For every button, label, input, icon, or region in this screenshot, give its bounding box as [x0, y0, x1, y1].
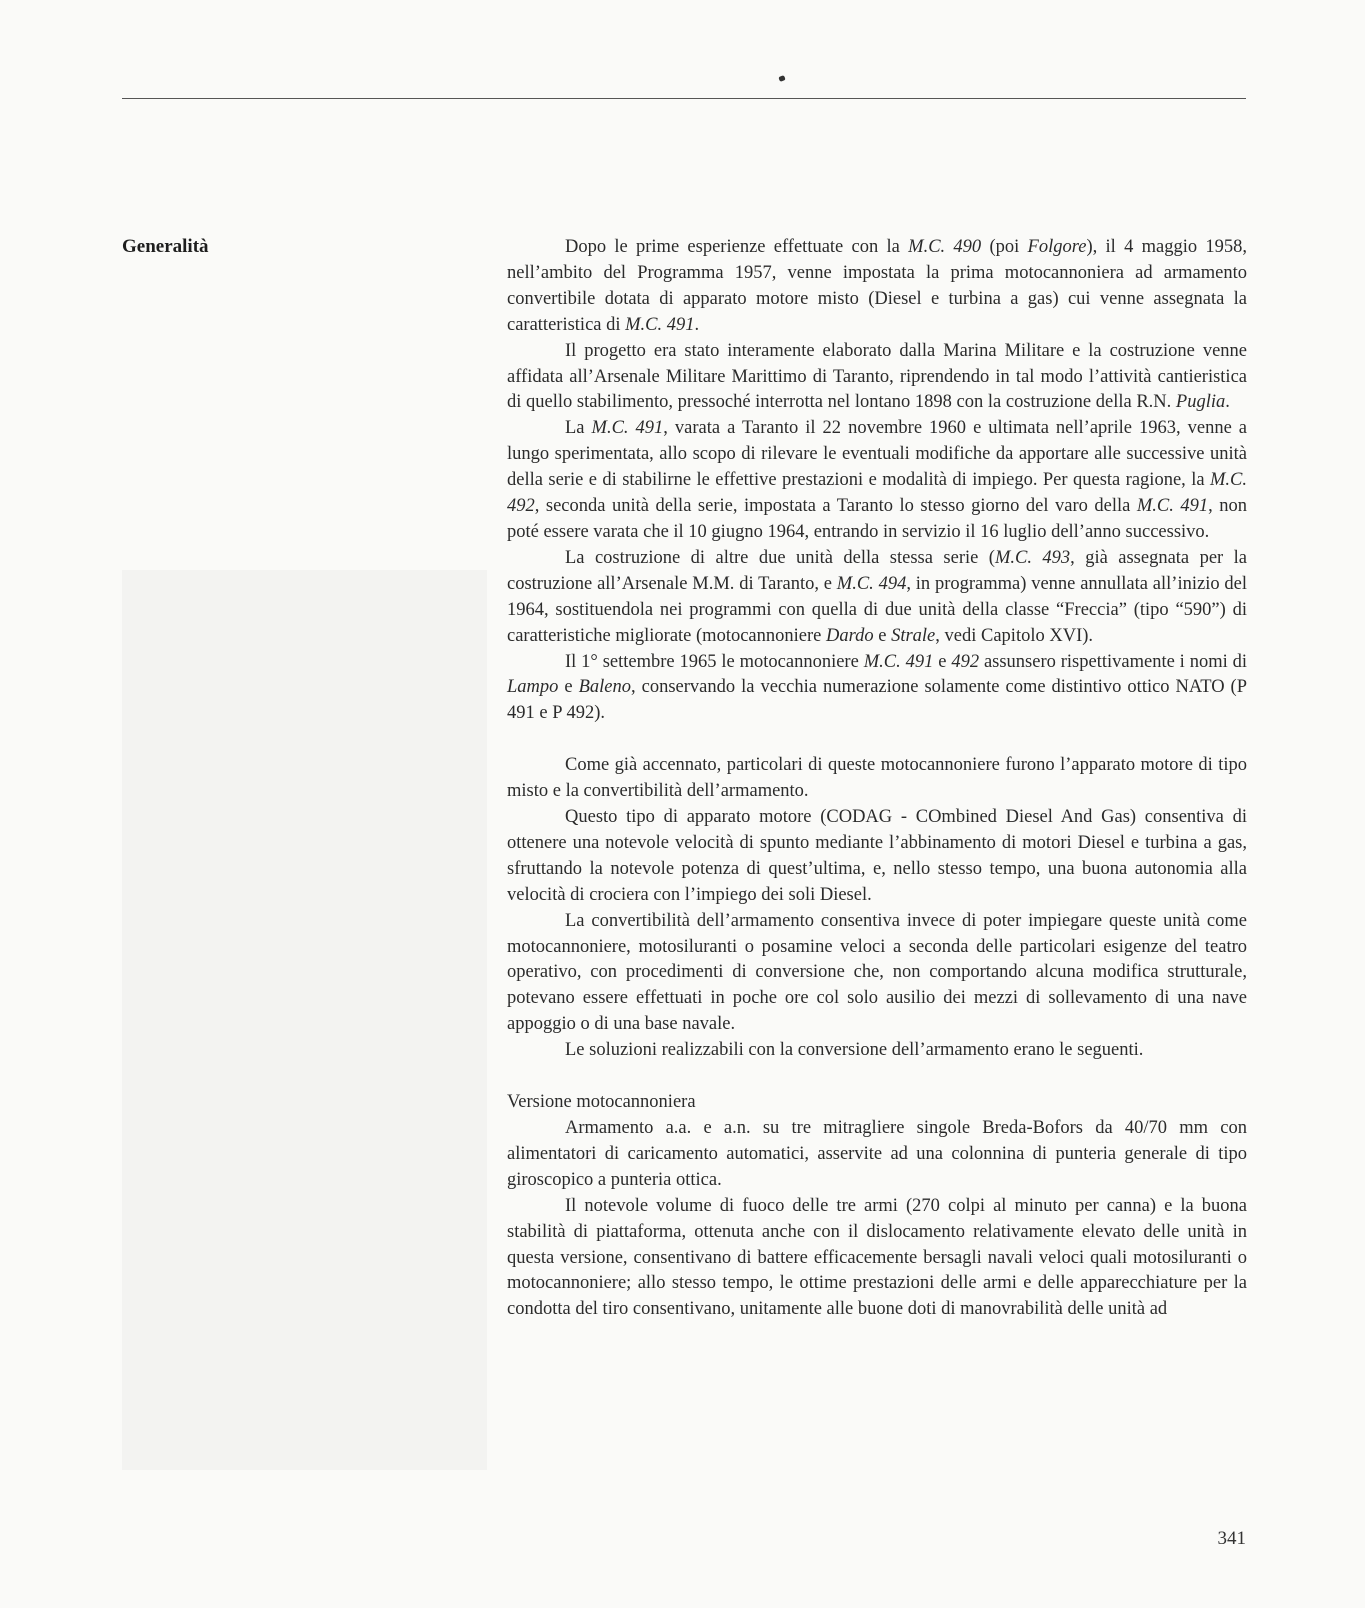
text-run: e [873, 625, 892, 646]
italic-term: M.C. 491 [863, 651, 934, 672]
italic-term: Baleno [578, 677, 632, 698]
text-run: , già assegnata per la costruzione all’Arsenale M.M. di Taranto, e [507, 547, 1248, 594]
body-text [507, 235, 1247, 1323]
ink-mark [778, 75, 785, 82]
text-run: . [694, 314, 700, 335]
paragraph [507, 416, 1247, 546]
text-run: (poi [981, 237, 1028, 257]
italic-term: M.C. 491 [591, 418, 664, 439]
text-run: La costruzione di altre due unità della stessa serie ( [565, 547, 995, 568]
text-run: , non poté essere varata che il 10 giugno 1964, entrando in servizio il 16 luglio dell’anno successivo. [507, 496, 1248, 542]
paragraph-gap [507, 727, 1247, 753]
text-run: Come già accennato, particolari di queste motocannoniere furono l’apparato motore di tipo misto e la convertibilità dell’armamento. [507, 755, 1247, 802]
paragraph [507, 650, 1247, 728]
paragraph [507, 1116, 1247, 1194]
paragraph [507, 546, 1247, 650]
paragraph [507, 805, 1247, 909]
text-run: Il 1° settembre 1965 le motocannoniere [565, 651, 864, 672]
text-run: e [558, 677, 579, 698]
page-number: 341 [1217, 1528, 1246, 1549]
italic-term: M.C. 491 [1136, 496, 1209, 517]
italic-term: Puglia [1175, 392, 1226, 413]
text-run: , conservando la vecchia numerazione solamente come distintivo ottico NATO (P 491 e P 492). [507, 677, 1247, 724]
italic-term: M.C. 490 [908, 237, 982, 257]
header-rule [122, 98, 1246, 99]
subheading: Versione motocannoniera [507, 1092, 696, 1113]
text-run: La [565, 418, 592, 439]
text-run: La convertibilità dell’armamento consentiva invece di poter impiegare queste unità come motocannoniere, motosiluranti o posamine veloci a seconda delle particolari esigenze del teatro operativo, con procedimenti di conversione che, non comportando alcuna modifica strutturale, potevano essere effettuati in poche ore col solo ausilio dei mezzi di sollevamento di una nave appoggio o di una base navale. [507, 910, 1247, 1035]
italic-term: M.C. 494 [836, 573, 907, 594]
section-title: Generalità [122, 236, 209, 257]
text-run: . [1225, 392, 1230, 413]
italic-term: Lampo [507, 677, 559, 698]
italic-term: Folgore [1027, 237, 1087, 257]
italic-term: M.C. 493 [994, 547, 1071, 568]
text-run: ), il 4 maggio 1958, nell’ambito del Programma 1957, venne impostata la prima motocannoniera ad armamento convertibile dotata di apparato motore misto (Diesel e turbina a gas) cui venne assegnata la caratteristica di [507, 237, 1247, 335]
text-run: Dopo le prime esperienze effettuate con la [565, 237, 909, 257]
paragraph-gap [507, 1064, 1247, 1090]
italic-term: M.C. 492 [507, 470, 1247, 517]
text-run: Questo tipo di apparato motore (CODAG - COmbined Diesel And Gas) consentiva di ottenere una notevole velocità di spunto mediante l’abbinamento di motori Diesel e turbina a gas, sfruttando la notevole potenza di quest’ultima, e, nello stesso tempo, una buona autonomia alla velocità di crociera con l’impiego dei soli Diesel. [507, 807, 1247, 905]
text-run: , varata a Taranto il 22 novembre 1960 e ultimata nell’aprile 1963, venne a lungo sperimentata, allo scopo di rilevare le eventuali modifiche da apportare alle successive unità della serie e di stabilirne le effettive prestazioni e modalità di impiego. Per questa ragione, la [507, 418, 1247, 491]
italic-term: 492 [951, 651, 980, 672]
margin-shade [122, 570, 487, 1470]
italic-term: M.C. 491 [625, 314, 695, 335]
text-run: assunsero rispettivamente i nomi di [979, 651, 1248, 672]
text-run: e [933, 651, 952, 672]
paragraph [507, 1194, 1247, 1324]
text-run: , in programma) venne annullata all’inizio del 1964, sostituendola nei programmi con quella di due unità della classe “Freccia” (tipo “590”) di caratteristiche migliorate (motocannoniere [507, 573, 1247, 646]
text-run: Armamento a.a. e a.n. su tre mitragliere singole Breda-Bofors da 40/70 mm con alimentatori di caricamento automatici, asservite ad una colonnina di punteria generale di tipo giroscopico a punteria ottica. [507, 1118, 1247, 1190]
italic-term: Dardo [825, 625, 874, 646]
paragraph [507, 339, 1247, 417]
paragraph [507, 753, 1247, 805]
italic-term: Strale [891, 625, 936, 646]
paragraph [507, 235, 1247, 339]
text-run: Le soluzioni realizzabili con la conversione dell’armamento erano le seguenti. [565, 1040, 1144, 1061]
text-run: Il notevole volume di fuoco delle tre armi (270 colpi al minuto per canna) e la buona stabilità di piattaforma, ottenuta anche con il dislocamento relativamente elevato delle unità in questa versione, consentivano di battere efficacemente bersagli navali veloci quali motosiluranti o motocannoniere; allo stesso tempo, le ottime prestazioni delle armi e delle apparecchiature per la condotta del tiro consentivano, unitamente alle buone doti di manovrabilità delle unità ad [507, 1195, 1247, 1320]
paragraph [507, 1038, 1247, 1064]
paragraph [507, 909, 1247, 1039]
text-run: , vedi Capitolo XVI). [935, 625, 1094, 646]
text-run: , seconda unità della serie, impostata a Taranto lo stesso giorno del varo della [534, 496, 1137, 517]
text-run: Il progetto era stato interamente elaborato dalla Marina Militare e la costruzione venne affidata all’Arsenale Militare Marittimo di Taranto, riprendendo in tal modo l’attività cantieristica di quello stabilimento, pressoché interrotta nel lontano 1898 con la costruzione della R.N. [507, 340, 1247, 413]
